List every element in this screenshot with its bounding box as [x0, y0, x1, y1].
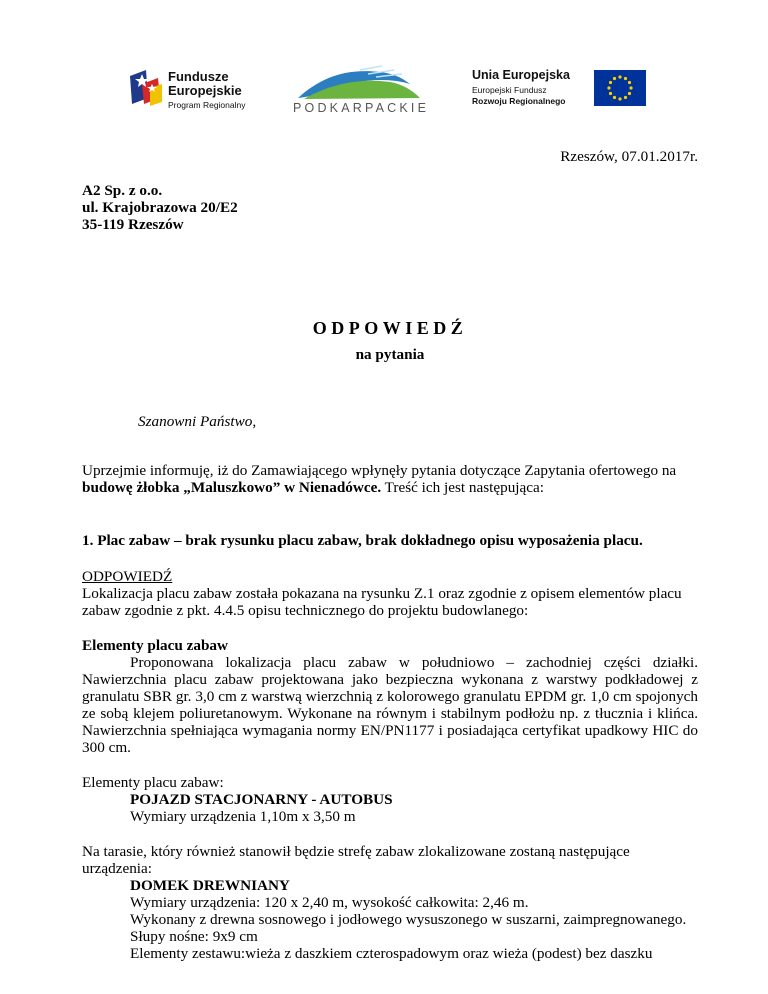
address-line: 35-119 Rzeszów	[82, 216, 184, 233]
letter-title: ODPOWIEDŹ	[312, 318, 468, 338]
elements-heading: Elementy placu zabaw	[82, 637, 228, 654]
elements-list-label: Elementy placu zabaw:	[82, 774, 224, 791]
answer-text: Lokalizacja placu zabaw została pokazana na rysunku Z.1 oraz zgodnie z opisem elementów placu zabaw zgodnie z pkt. 4.4.5 opisu technicznego do projektu budowlanego:	[82, 585, 682, 619]
letter-subtitle: na pytania	[355, 346, 425, 363]
eu-logo-line2: Europejski Fundusz	[472, 85, 547, 95]
intro-paragraph	[82, 462, 698, 496]
podkarpackie-logo-text: PODKARPACKIE	[293, 101, 430, 115]
podkarpackie-hills-icon	[290, 64, 432, 100]
address-line: ul. Krajobrazowa 20/E2	[82, 199, 238, 216]
item2-title: DOMEK DREWNIANY	[130, 877, 290, 894]
eu-flag-icon	[594, 70, 646, 106]
item2-material: Wykonany z drewna sosnowego i jodłowego wysuszonego w suszarni, zaimpregnowanego.	[130, 911, 687, 928]
greeting: Szanowni Państwo,	[138, 413, 257, 430]
question-1: 1. Plac zabaw – brak rysunku placu zabaw, brak dokładnego opisu wyposażenia placu.	[82, 532, 643, 549]
item2-set-elements: Elementy zestawu:wieża z daszkiem czterospadowym oraz wieża (podest) bez daszku	[130, 945, 653, 962]
intro-text-b: Treść ich jest następująca:	[381, 479, 544, 496]
intro-text-bold: budowę żłobka „Maluszkowo” w Nienadówce.	[82, 479, 382, 496]
unia-europejska-logo	[472, 68, 644, 114]
item2-dimensions: Wymiary urządzenia: 120 x 2,40 m, wysokość całkowita: 2,46 m.	[130, 894, 529, 911]
letter-body	[82, 148, 698, 962]
podkarpackie-logo	[290, 64, 432, 116]
intro-text-a: Uprzejmie informuję, iż do Zamawiającego wpłynęły pytania dotyczące Zapytania ofertowego na	[82, 462, 677, 479]
item1-dimensions: Wymiary urządzenia 1,10m x 3,50 m	[130, 808, 356, 825]
terrace-text: Na tarasie, który również stanowił będzie strefę zabaw zlokalizowane zostaną następujące urządzenia:	[82, 843, 630, 877]
eu-logo-line3: Rozwoju Regionalnego	[472, 96, 566, 106]
fe-logo-line1: Fundusze	[168, 69, 229, 84]
fundusze-europejskie-logo	[128, 66, 268, 112]
answer-label: ODPOWIEDŹ	[82, 568, 173, 585]
header-logos	[0, 62, 768, 124]
eu-logo-line1: Unia Europejska	[472, 68, 570, 82]
fe-logo-line2: Europejskie	[168, 83, 242, 98]
fe-logo-line3: Program Regionalny	[168, 100, 246, 110]
letter-date: Rzeszów, 07.01.2017r.	[560, 148, 698, 165]
address-line: A2 Sp. z o.o.	[82, 182, 163, 199]
fe-star-flag-icon	[128, 68, 164, 108]
item2-posts: Słupy nośne: 9x9 cm	[130, 928, 258, 945]
recipient-address	[82, 182, 698, 233]
elements-description: Proponowana lokalizacja placu zabaw w południowo – zachodniej części działki. Nawierzchnia placu zabaw projektowana jako bezpieczna wykonana z warstwy podkładowej z granulatu SBR gr. 3,0 cm z warstwą wierzchnią z kolorowego granulatu EPDM gr. 1,0 cm spojonych ze sobą klejem poliuretanowym. Wykonane na równym i stabilnym podłożu np. z tłucznia i klińca. Nawierzchnia spełniająca wymagania normy EN/PN1177 i posiadająca certyfikat upadkowy HIC do 300 cm.	[82, 654, 698, 756]
item1-title: POJAZD STACJONARNY - AUTOBUS	[130, 791, 393, 808]
